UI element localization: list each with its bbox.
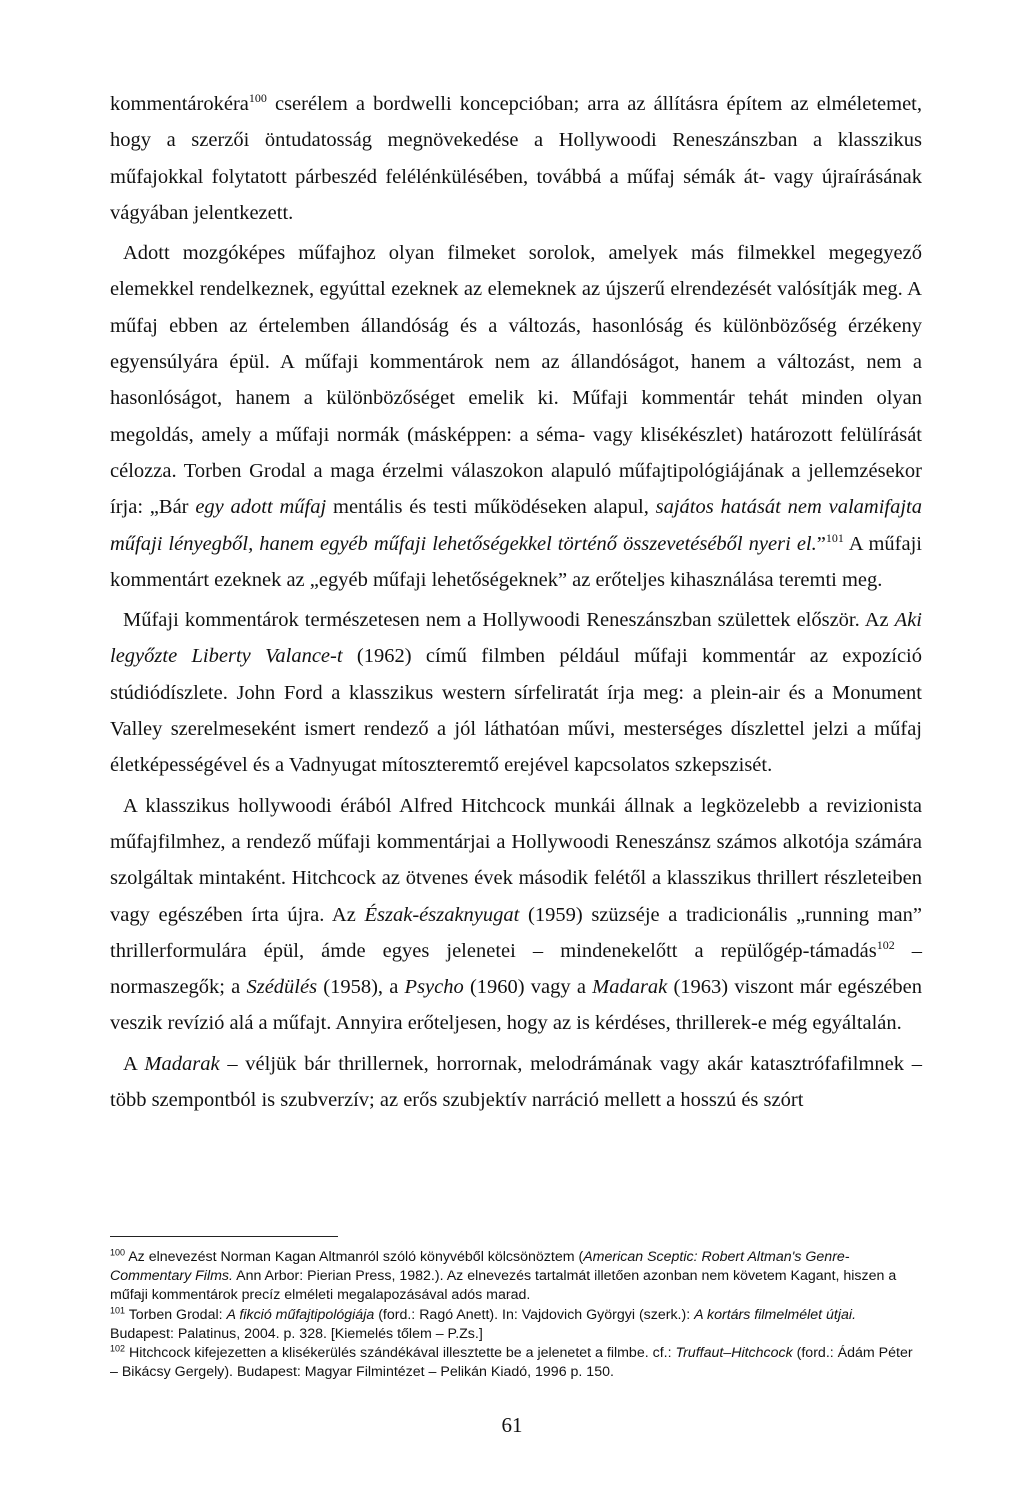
text-run: Adott mozgóképes műfajhoz olyan filmeket sorolok, amelyek más filmekkel megegyező elemekkel rendelkeznek, egyúttal ezeknek az elemeknek az újszerű elrendezését valósítják meg. A műfaj ebben az értelemben állandóság és a változás, hasonlóság és különbözőség érzékeny egyensúlyára épül. A műfaji kommentárok nem az állandóságot, hanem a változást, nem a hasonlóságot, hanem a különbözőséget emelik ki. Műfaji kommentár tehát minden olyan megoldás, amely a műfaji normák (másképpen: a séma- vagy klisékészlet) határozott felülírását célozza. Torben Grodal a maga érzelmi válaszokon alapuló műfajtipológiájának a jellemzésekor írja: „Bár xyxy=(110,242,922,519)
italic-text: Madarak xyxy=(144,1052,220,1075)
paragraph xyxy=(110,235,922,598)
italic-text: Psycho xyxy=(404,976,464,999)
italic-text: A fikció műfajtipológiája xyxy=(226,1306,375,1323)
footnote-ref: 100 xyxy=(248,91,267,106)
text-run: Hitchcock kifejezetten a klisékerülés szándékával illesztette be a jelenetet a filmbe. cf.: xyxy=(125,1345,676,1362)
italic-text: Truffaut–Hitchcock xyxy=(675,1345,793,1362)
footnote-ref: 101 xyxy=(825,530,844,545)
footnote xyxy=(110,1306,922,1344)
page-number: 61 xyxy=(501,1413,523,1437)
text-run: Ann Arbor: Pierian Press, 1982.). Az elnevezés tartalmát illetően azonban nem követem Kagant, hiszen a műfaji kommentárok precíz elméleti megalapozásával adós marad. xyxy=(110,1268,897,1304)
text-run: (1958), a xyxy=(317,976,405,999)
footnote-ref: 102 xyxy=(876,938,895,952)
text-run: kommentárokéra xyxy=(110,93,249,115)
main-text xyxy=(110,86,922,1118)
text-run: (1959) szüzséje a tradicionális „running man” thrillerformulára épül, ámde egyes jelenetei – mindenekelőtt a repülőgép-támadás xyxy=(110,903,922,962)
paragraph xyxy=(110,1046,922,1119)
italic-text: Aki legyőzte Liberty Valance-t xyxy=(110,609,922,668)
text-run: – véljük bár thrillernek, horrornak, melodrámának vagy akár katasztrófafilmnek – több szempontból is szubverzív; az erős szubjektív narráció mellett a hosszú és szórt xyxy=(110,1052,922,1112)
footnote xyxy=(110,1344,922,1382)
text-run: Műfaji kommentárok természetesen nem a Hollywoodi Reneszánszban születtek először. Az xyxy=(123,609,895,632)
text-run: A műfaji kommentárt ezeknek az „egyéb műfaji lehetőségeknek” az erőteljes kihasználása teremti meg. xyxy=(110,532,922,591)
text-run: – normaszegők; a xyxy=(110,939,923,999)
text-run: Torben Grodal: xyxy=(125,1306,227,1323)
footnote xyxy=(110,1248,922,1306)
italic-text: egy adott műfaj xyxy=(195,496,327,519)
text-run: (1962) című filmben például műfaji kommentár az expozíció stúdiódíszlete. John Ford a klasszikus western sírfeliratát írja meg: a plein-air és a Monument Valley szerelmeseként ismert rendező a jól láthatóan művi, mesterséges díszlettel jelzi a műfaj életképességével és a Vadnyugat mítoszteremtő erejével kapcsolatos szkepszisét. xyxy=(110,645,922,777)
italic-text: A kortárs filmelmélet útjai. xyxy=(694,1306,857,1323)
paragraph xyxy=(110,788,922,1042)
text-run: (ford.: Ragó Anett). In: Vajdovich Györgyi (szerk.): xyxy=(374,1306,695,1323)
text-run: A klasszikus hollywoodi érából Alfred Hitchcock munkái állnak a legközelebb a revizionista műfajfilmhez, a rendező műfaji kommentárjai a Hollywoodi Reneszánsz számos alkotója számára szolgáltak mintaként. Hitchcock az ötvenes évek második felétől a klasszikus thrillert részleteiben vagy egészében írta újra. Az xyxy=(110,794,922,926)
text-run: (1960) vagy a xyxy=(463,976,593,999)
footnote-ref: 100 xyxy=(110,1247,126,1258)
italic-text: sajátos hatását nem valamifajta műfaji lényegből, hanem egyéb műfaji lehetőségekkel történő összevetéséből nyeri el. xyxy=(110,496,922,555)
italic-text: American Sceptic: Robert Altman's Genre-Commentary Films. xyxy=(110,1249,850,1285)
italic-text: Madarak xyxy=(592,976,668,999)
text-run: mentális és testi működéseken alapul, xyxy=(326,496,656,519)
text-run: Budapest: Palatinus, 2004. p. 328. [Kiemelés tőlem – P.Zs.] xyxy=(110,1325,483,1342)
text-run: cserélem a bordwelli koncepcióban; arra az állításra építem az elméletemet, hogy a szerzői öntudatosság megnövekedése a Hollywoodi Reneszánszban a klasszikus műfajokkal folytatott párbeszéd felélénkülésében, továbbá a műfaj sémák át- vagy újraírásának vágyában jelentkezett. xyxy=(110,93,922,224)
italic-text: Szédülés xyxy=(246,976,318,999)
text-run: ” xyxy=(816,532,826,555)
paragraph xyxy=(110,86,922,231)
footnote-ref: 102 xyxy=(110,1343,126,1354)
text-run: (1963) viszont már egészében veszik revízió alá a műfajt. Annyira erőteljesen, hogy az is kérdéses, thrillerek-e még egyáltalán. xyxy=(110,976,923,1035)
text-run: A xyxy=(123,1052,145,1075)
text-run: (ford.: Ádám Péter – Bikácsy Gergely). Budapest: Magyar Filmintézet – Pelikán Kiadó, 1996 p. 150. xyxy=(110,1345,913,1381)
footnote-divider xyxy=(110,1236,338,1237)
italic-text: Észak-északnyugat xyxy=(364,903,520,926)
paragraph xyxy=(110,602,922,783)
text-run: Az elnevezést Norman Kagan Altmanról szóló könyvéből kölcsönöztem ( xyxy=(125,1249,584,1265)
footnotes xyxy=(110,1248,922,1382)
footnote-ref: 101 xyxy=(110,1304,126,1315)
